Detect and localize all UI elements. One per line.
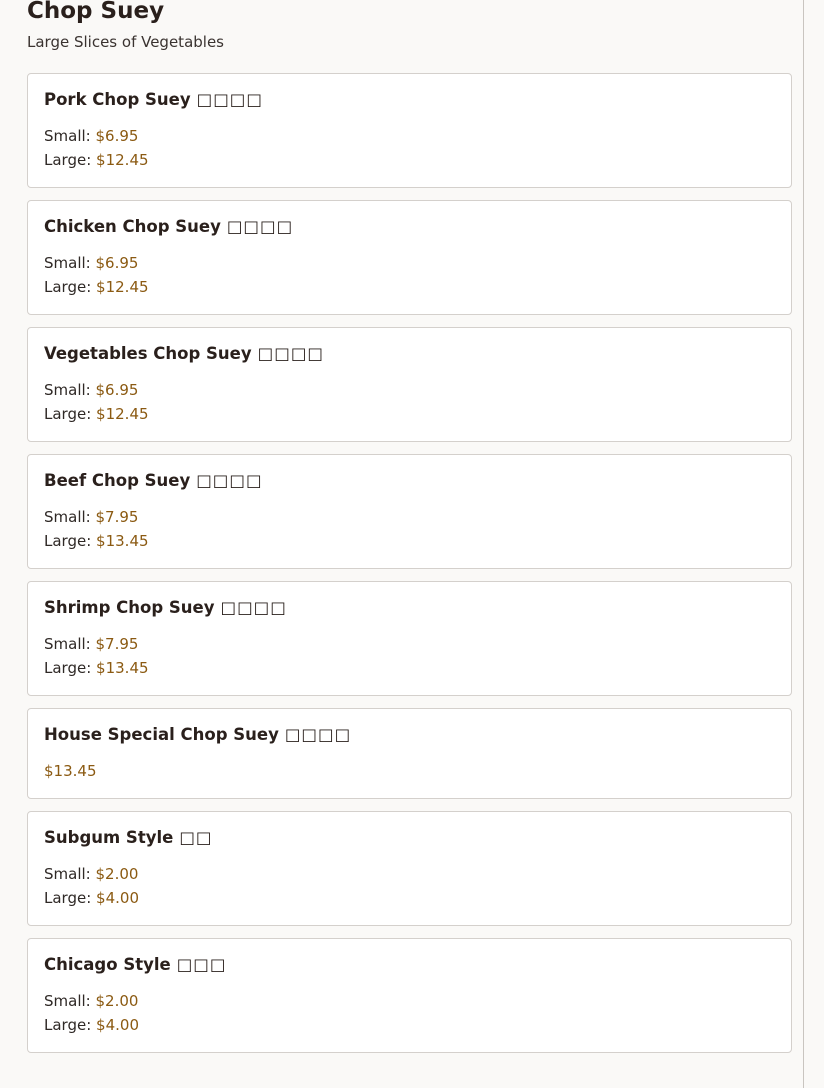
price-label: Small: [44, 865, 91, 883]
item-name [44, 827, 775, 849]
item-name-chinese: □□ [179, 828, 213, 847]
item-name [44, 470, 775, 492]
price-value: $4.00 [96, 889, 139, 907]
menu-item-card [27, 73, 792, 188]
price-value: $7.95 [95, 635, 139, 653]
section-title: Chop Suey [27, 0, 165, 24]
price-label: Small: [44, 635, 91, 653]
price-label: Large: [44, 659, 92, 677]
price-value: $12.45 [96, 151, 149, 169]
price-label: Small: [44, 381, 91, 399]
price-value: $13.45 [44, 762, 97, 780]
menu-item-card [27, 581, 792, 696]
price-line-large [44, 148, 775, 172]
price-line-large [44, 886, 775, 910]
item-name-english: House Special Chop Suey [44, 725, 279, 744]
price-value: $7.95 [95, 508, 139, 526]
item-prices [44, 989, 775, 1037]
item-name-chinese: □□□ [176, 955, 227, 974]
page-right-border [803, 0, 804, 1088]
item-prices [44, 378, 775, 426]
item-name-english: Chicago Style [44, 955, 171, 974]
price-label: Large: [44, 278, 92, 296]
price-line-large [44, 402, 775, 426]
price-value: $6.95 [95, 254, 139, 272]
price-value: $6.95 [95, 381, 139, 399]
price-line-small [44, 989, 775, 1013]
price-value: $13.45 [96, 659, 149, 677]
price-line-large [44, 1013, 775, 1037]
price-label: Large: [44, 151, 92, 169]
price-line-single [44, 759, 775, 783]
price-value: $13.45 [96, 532, 149, 550]
item-name-english: Subgum Style [44, 828, 174, 847]
menu-item-list [27, 73, 792, 1053]
item-name-english: Vegetables Chop Suey [44, 344, 252, 363]
item-prices [44, 251, 775, 299]
item-prices [44, 505, 775, 553]
item-name-chinese: □□□□ [220, 598, 287, 617]
price-line-small [44, 378, 775, 402]
price-line-small [44, 251, 775, 275]
item-prices [44, 124, 775, 172]
section-subtitle: Large Slices of Vegetables [27, 33, 224, 51]
price-label: Large: [44, 1016, 92, 1034]
item-name-english: Shrimp Chop Suey [44, 598, 215, 617]
price-value: $4.00 [96, 1016, 139, 1034]
price-label: Small: [44, 254, 91, 272]
item-name [44, 89, 775, 111]
menu-item-card [27, 708, 792, 799]
menu-item-card [27, 200, 792, 315]
item-name-english: Pork Chop Suey [44, 90, 191, 109]
item-name [44, 216, 775, 238]
price-value: $12.45 [96, 278, 149, 296]
price-value: $2.00 [95, 865, 139, 883]
item-prices [44, 862, 775, 910]
price-value: $12.45 [96, 405, 149, 423]
item-name-english: Beef Chop Suey [44, 471, 191, 490]
item-prices [44, 759, 775, 783]
price-line-small [44, 124, 775, 148]
menu-item-card [27, 938, 792, 1053]
menu-item-card [27, 811, 792, 926]
price-line-small [44, 632, 775, 656]
price-line-large [44, 275, 775, 299]
item-name-chinese: □□□□ [196, 90, 263, 109]
item-name-chinese: □□□□ [284, 725, 352, 744]
price-line-large [44, 529, 775, 553]
menu-section-chop-suey [27, 0, 792, 1065]
price-line-large [44, 656, 775, 680]
item-name-chinese: □□□□ [226, 217, 294, 236]
item-name-chinese: □□□□ [196, 471, 263, 490]
price-label: Small: [44, 508, 91, 526]
item-prices [44, 632, 775, 680]
item-name [44, 343, 775, 365]
item-name [44, 954, 775, 976]
price-line-small [44, 862, 775, 886]
menu-item-card [27, 454, 792, 569]
menu-item-card [27, 327, 792, 442]
item-name-chinese: □□□□ [257, 344, 324, 363]
price-value: $6.95 [95, 127, 139, 145]
price-value: $2.00 [95, 992, 139, 1010]
price-line-small [44, 505, 775, 529]
item-name [44, 724, 775, 746]
item-name [44, 597, 775, 619]
price-label: Large: [44, 889, 92, 907]
price-label: Large: [44, 405, 92, 423]
price-label: Small: [44, 127, 91, 145]
item-name-english: Chicken Chop Suey [44, 217, 221, 236]
price-label: Large: [44, 532, 92, 550]
price-label: Small: [44, 992, 91, 1010]
